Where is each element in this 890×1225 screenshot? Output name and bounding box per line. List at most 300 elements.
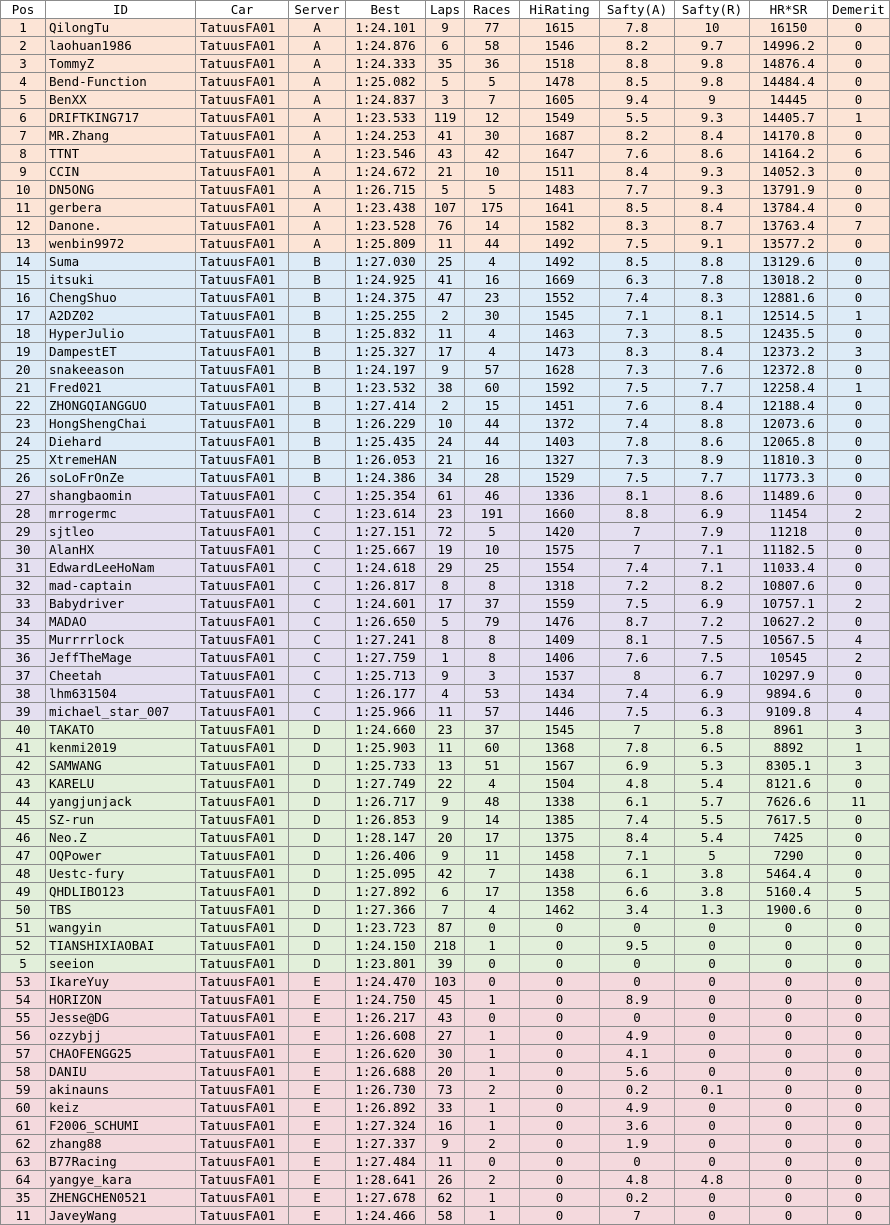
cell-demerit: 0 — [828, 901, 890, 919]
cell-races: 57 — [465, 361, 520, 379]
cell-server: B — [289, 415, 346, 433]
cell-demerit: 0 — [828, 811, 890, 829]
cell-races: 1 — [465, 1063, 520, 1081]
cell-laps: 5 — [426, 73, 465, 91]
cell-safety-r: 5.8 — [675, 721, 750, 739]
cell-server: A — [289, 73, 346, 91]
table-row — [1, 631, 890, 649]
cell-server: A — [289, 217, 346, 235]
cell-server: E — [289, 1171, 346, 1189]
cell-safety-a: 0 — [600, 1009, 675, 1027]
cell-hirating: 1318 — [520, 577, 600, 595]
cell-car: TatuusFA01 — [196, 1009, 289, 1027]
cell-hirating: 1641 — [520, 199, 600, 217]
cell-car: TatuusFA01 — [196, 1153, 289, 1171]
cell-laps: 76 — [426, 217, 465, 235]
cell-car: TatuusFA01 — [196, 127, 289, 145]
cell-best: 1:24.601 — [346, 595, 426, 613]
cell-best: 1:27.414 — [346, 397, 426, 415]
cell-hirating: 1446 — [520, 703, 600, 721]
cell-safety-r: 9.3 — [675, 163, 750, 181]
cell-hr-sr: 12881.6 — [750, 289, 828, 307]
cell-demerit: 1 — [828, 307, 890, 325]
cell-demerit: 0 — [828, 1045, 890, 1063]
table-row — [1, 649, 890, 667]
cell-server: C — [289, 595, 346, 613]
cell-races: 2 — [465, 1081, 520, 1099]
cell-hr-sr: 0 — [750, 1117, 828, 1135]
cell-laps: 35 — [426, 55, 465, 73]
header-laps: Laps — [426, 1, 465, 19]
cell-hr-sr: 13129.6 — [750, 253, 828, 271]
cell-hr-sr: 0 — [750, 1081, 828, 1099]
cell-safety-a: 4.1 — [600, 1045, 675, 1063]
cell-server: A — [289, 235, 346, 253]
cell-hr-sr: 13763.4 — [750, 217, 828, 235]
cell-races: 23 — [465, 289, 520, 307]
cell-server: D — [289, 775, 346, 793]
cell-hr-sr: 0 — [750, 1153, 828, 1171]
header-server: Server — [289, 1, 346, 19]
cell-car: TatuusFA01 — [196, 397, 289, 415]
cell-best: 1:25.832 — [346, 325, 426, 343]
table-row — [1, 829, 890, 847]
cell-server: B — [289, 433, 346, 451]
cell-car: TatuusFA01 — [196, 433, 289, 451]
cell-safety-a: 8.5 — [600, 253, 675, 271]
cell-laps: 23 — [426, 721, 465, 739]
table-row — [1, 1009, 890, 1027]
cell-laps: 1 — [426, 649, 465, 667]
cell-id: B77Racing — [46, 1153, 196, 1171]
cell-safety-a: 7.5 — [600, 235, 675, 253]
cell-server: D — [289, 883, 346, 901]
cell-safety-r: 8.6 — [675, 145, 750, 163]
cell-safety-r: 8.8 — [675, 253, 750, 271]
cell-demerit: 3 — [828, 757, 890, 775]
cell-hirating: 1582 — [520, 217, 600, 235]
cell-demerit: 2 — [828, 649, 890, 667]
cell-demerit: 0 — [828, 289, 890, 307]
cell-id: TIANSHIXIAOBAI — [46, 937, 196, 955]
cell-demerit: 4 — [828, 703, 890, 721]
cell-races: 44 — [465, 433, 520, 451]
cell-demerit: 0 — [828, 37, 890, 55]
cell-car: TatuusFA01 — [196, 199, 289, 217]
cell-pos: 34 — [1, 613, 46, 631]
cell-laps: 61 — [426, 487, 465, 505]
cell-hirating: 1552 — [520, 289, 600, 307]
cell-hr-sr: 0 — [750, 1063, 828, 1081]
cell-pos: 54 — [1, 991, 46, 1009]
cell-demerit: 6 — [828, 145, 890, 163]
table-row — [1, 937, 890, 955]
cell-pos: 45 — [1, 811, 46, 829]
cell-races: 37 — [465, 595, 520, 613]
cell-races: 1 — [465, 1027, 520, 1045]
table-row — [1, 145, 890, 163]
cell-races: 48 — [465, 793, 520, 811]
cell-id: DANIU — [46, 1063, 196, 1081]
cell-hr-sr: 0 — [750, 1045, 828, 1063]
cell-car: TatuusFA01 — [196, 1117, 289, 1135]
cell-hr-sr: 14445 — [750, 91, 828, 109]
table-row — [1, 955, 890, 973]
cell-laps: 9 — [426, 1135, 465, 1153]
cell-hirating: 0 — [520, 937, 600, 955]
cell-demerit: 0 — [828, 973, 890, 991]
cell-best: 1:24.253 — [346, 127, 426, 145]
cell-id: Uestc-fury — [46, 865, 196, 883]
table-row — [1, 487, 890, 505]
cell-demerit: 1 — [828, 739, 890, 757]
table-row — [1, 577, 890, 595]
cell-id: snakeeason — [46, 361, 196, 379]
cell-safety-r: 9.8 — [675, 73, 750, 91]
table-row — [1, 163, 890, 181]
cell-car: TatuusFA01 — [196, 1081, 289, 1099]
table-row — [1, 1045, 890, 1063]
cell-safety-r: 0 — [675, 1009, 750, 1027]
cell-laps: 9 — [426, 361, 465, 379]
cell-pos: 9 — [1, 163, 46, 181]
cell-races: 44 — [465, 415, 520, 433]
table-row — [1, 343, 890, 361]
cell-car: TatuusFA01 — [196, 163, 289, 181]
cell-hr-sr: 10807.6 — [750, 577, 828, 595]
cell-laps: 58 — [426, 1207, 465, 1225]
cell-server: B — [289, 307, 346, 325]
table-row — [1, 433, 890, 451]
cell-car: TatuusFA01 — [196, 253, 289, 271]
cell-car: TatuusFA01 — [196, 1207, 289, 1225]
cell-laps: 25 — [426, 253, 465, 271]
cell-safety-a: 4.9 — [600, 1099, 675, 1117]
cell-hr-sr: 10567.5 — [750, 631, 828, 649]
cell-safety-r: 7.1 — [675, 559, 750, 577]
cell-best: 1:26.688 — [346, 1063, 426, 1081]
cell-safety-a: 3.6 — [600, 1117, 675, 1135]
cell-best: 1:24.333 — [346, 55, 426, 73]
cell-safety-a: 8.4 — [600, 829, 675, 847]
cell-races: 77 — [465, 19, 520, 37]
cell-server: C — [289, 577, 346, 595]
cell-demerit: 0 — [828, 19, 890, 37]
cell-safety-r: 5.3 — [675, 757, 750, 775]
cell-demerit: 0 — [828, 775, 890, 793]
cell-best: 1:26.217 — [346, 1009, 426, 1027]
cell-pos: 58 — [1, 1063, 46, 1081]
cell-laps: 34 — [426, 469, 465, 487]
table-row — [1, 1207, 890, 1225]
cell-car: TatuusFA01 — [196, 1099, 289, 1117]
cell-races: 30 — [465, 307, 520, 325]
cell-laps: 22 — [426, 775, 465, 793]
cell-best: 1:24.660 — [346, 721, 426, 739]
cell-safety-r: 0.1 — [675, 1081, 750, 1099]
cell-best: 1:26.620 — [346, 1045, 426, 1063]
cell-races: 5 — [465, 73, 520, 91]
cell-server: B — [289, 343, 346, 361]
cell-hirating: 0 — [520, 1081, 600, 1099]
cell-hirating: 1409 — [520, 631, 600, 649]
cell-hr-sr: 12372.8 — [750, 361, 828, 379]
cell-safety-r: 5.5 — [675, 811, 750, 829]
cell-hirating: 1647 — [520, 145, 600, 163]
cell-races: 191 — [465, 505, 520, 523]
cell-hr-sr: 12514.5 — [750, 307, 828, 325]
cell-demerit: 0 — [828, 1081, 890, 1099]
cell-hr-sr: 5464.4 — [750, 865, 828, 883]
cell-demerit: 2 — [828, 595, 890, 613]
cell-races: 4 — [465, 901, 520, 919]
table-row — [1, 55, 890, 73]
cell-races: 3 — [465, 667, 520, 685]
cell-id: ozzybjj — [46, 1027, 196, 1045]
cell-races: 1 — [465, 937, 520, 955]
cell-best: 1:27.030 — [346, 253, 426, 271]
table-row — [1, 271, 890, 289]
cell-races: 8 — [465, 577, 520, 595]
cell-best: 1:23.533 — [346, 109, 426, 127]
cell-hr-sr: 13791.9 — [750, 181, 828, 199]
cell-races: 16 — [465, 451, 520, 469]
cell-pos: 46 — [1, 829, 46, 847]
table-row — [1, 973, 890, 991]
cell-id: Diehard — [46, 433, 196, 451]
cell-pos: 21 — [1, 379, 46, 397]
cell-races: 5 — [465, 181, 520, 199]
cell-server: D — [289, 955, 346, 973]
table-row — [1, 541, 890, 559]
cell-id: mad-captain — [46, 577, 196, 595]
cell-safety-a: 7.6 — [600, 397, 675, 415]
cell-hirating: 1559 — [520, 595, 600, 613]
cell-safety-a: 0 — [600, 919, 675, 937]
cell-races: 46 — [465, 487, 520, 505]
cell-races: 15 — [465, 397, 520, 415]
cell-races: 0 — [465, 973, 520, 991]
cell-pos: 51 — [1, 919, 46, 937]
cell-safety-r: 8.4 — [675, 343, 750, 361]
cell-best: 1:23.801 — [346, 955, 426, 973]
cell-hr-sr: 0 — [750, 937, 828, 955]
cell-races: 1 — [465, 1117, 520, 1135]
cell-safety-r: 0 — [675, 991, 750, 1009]
cell-hr-sr: 7425 — [750, 829, 828, 847]
cell-hirating: 0 — [520, 973, 600, 991]
cell-server: D — [289, 811, 346, 829]
cell-pos: 20 — [1, 361, 46, 379]
cell-id: lhm631504 — [46, 685, 196, 703]
cell-hirating: 1358 — [520, 883, 600, 901]
table-row — [1, 1027, 890, 1045]
table-row — [1, 595, 890, 613]
cell-hr-sr: 0 — [750, 1135, 828, 1153]
cell-id: mrrogermc — [46, 505, 196, 523]
cell-hr-sr: 7617.5 — [750, 811, 828, 829]
cell-id: michael_star_007 — [46, 703, 196, 721]
cell-hr-sr: 10757.1 — [750, 595, 828, 613]
cell-id: Cheetah — [46, 667, 196, 685]
cell-safety-a: 7 — [600, 721, 675, 739]
cell-server: D — [289, 739, 346, 757]
cell-best: 1:27.484 — [346, 1153, 426, 1171]
cell-safety-r: 0 — [675, 955, 750, 973]
table-row — [1, 1099, 890, 1117]
cell-laps: 72 — [426, 523, 465, 541]
cell-safety-a: 8.3 — [600, 217, 675, 235]
cell-races: 53 — [465, 685, 520, 703]
cell-pos: 44 — [1, 793, 46, 811]
cell-server: A — [289, 19, 346, 37]
cell-best: 1:24.386 — [346, 469, 426, 487]
cell-best: 1:26.817 — [346, 577, 426, 595]
table-row — [1, 325, 890, 343]
cell-hr-sr: 0 — [750, 1027, 828, 1045]
cell-safety-a: 7.5 — [600, 379, 675, 397]
cell-server: E — [289, 1027, 346, 1045]
cell-hirating: 1462 — [520, 901, 600, 919]
cell-races: 1 — [465, 1207, 520, 1225]
cell-demerit: 0 — [828, 1207, 890, 1225]
table-row — [1, 685, 890, 703]
cell-hr-sr: 13784.4 — [750, 199, 828, 217]
cell-races: 4 — [465, 775, 520, 793]
cell-races: 4 — [465, 325, 520, 343]
cell-laps: 11 — [426, 1153, 465, 1171]
cell-server: B — [289, 451, 346, 469]
cell-id: SAMWANG — [46, 757, 196, 775]
cell-safety-a: 7.4 — [600, 289, 675, 307]
cell-safety-r: 0 — [675, 919, 750, 937]
cell-pos: 41 — [1, 739, 46, 757]
cell-safety-r: 0 — [675, 937, 750, 955]
cell-car: TatuusFA01 — [196, 739, 289, 757]
table-row — [1, 451, 890, 469]
cell-pos: 63 — [1, 1153, 46, 1171]
cell-best: 1:26.892 — [346, 1099, 426, 1117]
cell-pos: 43 — [1, 775, 46, 793]
cell-pos: 32 — [1, 577, 46, 595]
cell-pos: 53 — [1, 973, 46, 991]
cell-best: 1:23.546 — [346, 145, 426, 163]
cell-safety-r: 4.8 — [675, 1171, 750, 1189]
cell-car: TatuusFA01 — [196, 667, 289, 685]
cell-id: Danone. — [46, 217, 196, 235]
cell-hirating: 1545 — [520, 721, 600, 739]
cell-server: D — [289, 919, 346, 937]
cell-hirating: 0 — [520, 991, 600, 1009]
cell-id: keiz — [46, 1099, 196, 1117]
cell-pos: 56 — [1, 1027, 46, 1045]
cell-demerit: 0 — [828, 127, 890, 145]
cell-safety-a: 8 — [600, 667, 675, 685]
cell-hirating: 1403 — [520, 433, 600, 451]
cell-demerit: 0 — [828, 937, 890, 955]
cell-id: gerbera — [46, 199, 196, 217]
table-row — [1, 847, 890, 865]
cell-hr-sr: 11454 — [750, 505, 828, 523]
cell-safety-r: 6.9 — [675, 505, 750, 523]
cell-safety-r: 3.8 — [675, 865, 750, 883]
cell-races: 14 — [465, 217, 520, 235]
cell-hirating: 1511 — [520, 163, 600, 181]
cell-demerit: 0 — [828, 253, 890, 271]
table-row — [1, 307, 890, 325]
cell-safety-r: 0 — [675, 1027, 750, 1045]
cell-safety-a: 6.3 — [600, 271, 675, 289]
cell-demerit: 0 — [828, 667, 890, 685]
cell-hr-sr: 8892 — [750, 739, 828, 757]
cell-best: 1:24.837 — [346, 91, 426, 109]
cell-id: Bend-Function — [46, 73, 196, 91]
cell-safety-a: 7.4 — [600, 559, 675, 577]
cell-pos: 7 — [1, 127, 46, 145]
cell-id: QHDLIBO123 — [46, 883, 196, 901]
cell-best: 1:25.713 — [346, 667, 426, 685]
table-row — [1, 757, 890, 775]
cell-car: TatuusFA01 — [196, 217, 289, 235]
cell-laps: 21 — [426, 451, 465, 469]
cell-server: D — [289, 829, 346, 847]
cell-races: 1 — [465, 1045, 520, 1063]
cell-laps: 5 — [426, 181, 465, 199]
cell-races: 0 — [465, 955, 520, 973]
cell-id: HORIZON — [46, 991, 196, 1009]
cell-id: KARELU — [46, 775, 196, 793]
cell-hr-sr: 11033.4 — [750, 559, 828, 577]
cell-hr-sr: 12258.4 — [750, 379, 828, 397]
cell-pos: 36 — [1, 649, 46, 667]
cell-car: TatuusFA01 — [196, 271, 289, 289]
cell-car: TatuusFA01 — [196, 793, 289, 811]
cell-car: TatuusFA01 — [196, 613, 289, 631]
cell-safety-r: 7.8 — [675, 271, 750, 289]
cell-demerit: 0 — [828, 1063, 890, 1081]
cell-safety-r: 7.7 — [675, 379, 750, 397]
cell-safety-r: 0 — [675, 1189, 750, 1207]
cell-races: 36 — [465, 55, 520, 73]
cell-hr-sr: 14876.4 — [750, 55, 828, 73]
cell-demerit: 0 — [828, 361, 890, 379]
cell-pos: 11 — [1, 1207, 46, 1225]
cell-car: TatuusFA01 — [196, 1063, 289, 1081]
cell-id: F2006_SCHUMI — [46, 1117, 196, 1135]
cell-safety-r: 8.7 — [675, 217, 750, 235]
cell-hr-sr: 10297.9 — [750, 667, 828, 685]
cell-safety-r: 5.4 — [675, 829, 750, 847]
cell-laps: 24 — [426, 433, 465, 451]
cell-laps: 9 — [426, 847, 465, 865]
cell-id: QilongTu — [46, 19, 196, 37]
cell-safety-a: 7.5 — [600, 595, 675, 613]
cell-best: 1:24.466 — [346, 1207, 426, 1225]
cell-safety-r: 7.7 — [675, 469, 750, 487]
cell-pos: 48 — [1, 865, 46, 883]
cell-demerit: 0 — [828, 1099, 890, 1117]
cell-id: CCIN — [46, 163, 196, 181]
cell-laps: 11 — [426, 739, 465, 757]
cell-best: 1:24.470 — [346, 973, 426, 991]
cell-server: A — [289, 181, 346, 199]
cell-pos: 19 — [1, 343, 46, 361]
cell-demerit: 0 — [828, 559, 890, 577]
cell-pos: 23 — [1, 415, 46, 433]
cell-server: E — [289, 1009, 346, 1027]
cell-hirating: 1492 — [520, 253, 600, 271]
cell-laps: 27 — [426, 1027, 465, 1045]
